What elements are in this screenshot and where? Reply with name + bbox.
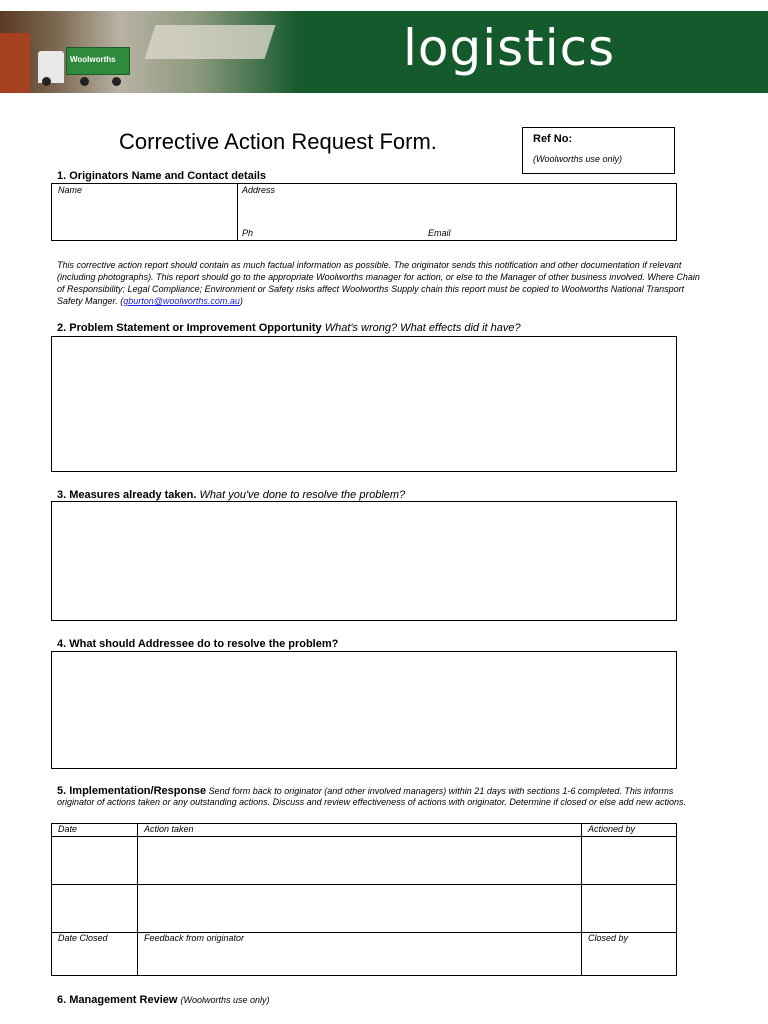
actioned-by-cell[interactable] xyxy=(582,885,677,933)
instructions-paragraph xyxy=(57,259,707,307)
logistics-photo xyxy=(0,11,300,93)
address-field-label[interactable]: Address xyxy=(242,185,276,195)
section4-heading: 4. What should Addressee do to resolve the problem? xyxy=(57,638,339,650)
action-taken-cell[interactable] xyxy=(138,837,582,885)
feedback-cell[interactable]: Feedback from originator xyxy=(138,933,582,976)
addressee-resolution-box[interactable] xyxy=(51,651,677,769)
section5-text: Send form back to originator (and other involved managers) within 21 days with sections 1-6 completed. This informs originator of actions taken or any outstanding actions. Discuss and review effectiveness of actions with originator. Determine if closed or else add new actions. xyxy=(57,786,686,807)
section6-heading xyxy=(57,994,270,1007)
truck-brand-text: Woolworths xyxy=(70,55,116,64)
section1-heading: 1. Originators Name and Contact details xyxy=(57,170,267,182)
closed-by-cell[interactable]: Closed by xyxy=(582,933,677,976)
section2-title: 2. Problem Statement or Improvement Opportunity xyxy=(57,322,322,334)
banner-title: logistics xyxy=(403,19,616,77)
section6-hint: (Woolworths use only) xyxy=(180,995,270,1005)
header-banner xyxy=(0,11,768,93)
wheel-icon xyxy=(80,77,89,86)
date-cell[interactable] xyxy=(52,885,138,933)
date-closed-cell[interactable]: Date Closed xyxy=(52,933,138,976)
ref-no-box[interactable] xyxy=(522,127,675,174)
section3-hint: What you've done to resolve the problem? xyxy=(199,489,406,501)
problem-statement-box[interactable] xyxy=(51,336,677,472)
form-title: Corrective Action Request Form. xyxy=(119,129,437,154)
wheel-icon xyxy=(42,77,51,86)
closing-row xyxy=(52,933,677,976)
column-header: Action taken xyxy=(138,824,582,837)
implementation-table xyxy=(51,823,677,976)
column-header: Actioned by xyxy=(582,824,677,837)
safety-manager-email-link[interactable]: gburton@woolworths.com.au xyxy=(123,296,240,306)
table-header-row xyxy=(52,824,677,837)
section5-heading: 5. Implementation/Response xyxy=(57,785,207,797)
warehouse-graphic xyxy=(144,25,275,59)
table-row xyxy=(52,885,677,933)
ref-no-label: Ref No: xyxy=(533,133,573,145)
ref-no-note: (Woolworths use only) xyxy=(533,154,623,164)
measures-taken-box[interactable] xyxy=(51,501,677,621)
forklift-graphic xyxy=(0,33,30,93)
originator-details-box xyxy=(51,183,677,241)
instructions-text: This corrective action report should contain as much factual information as possible. The originator sends this notification and other documentation if relevant (including photographs). This report should go to the appropriate Woolworths manager for action, or else to the Manager of other business involved. Where Chain of Responsibility; Legal Compliance; Environment or Safety risks affect Woolworths Supply chain this report must be copied to Woolworths National Transport Safety Manger. ( xyxy=(57,260,700,306)
section2-heading xyxy=(57,322,521,335)
date-cell[interactable] xyxy=(52,837,138,885)
wheel-icon xyxy=(112,77,121,86)
table-row xyxy=(52,837,677,885)
section6-title: 6. Management Review xyxy=(57,994,178,1006)
email-field-label[interactable]: Email xyxy=(428,228,451,238)
phone-field-label[interactable]: Ph xyxy=(242,228,254,238)
actioned-by-cell[interactable] xyxy=(582,837,677,885)
section5-intro xyxy=(57,786,697,808)
section3-title: 3. Measures already taken. xyxy=(57,489,197,501)
action-taken-cell[interactable] xyxy=(138,885,582,933)
divider xyxy=(237,184,238,240)
instructions-end: ) xyxy=(239,296,243,306)
column-header: Date xyxy=(52,824,138,837)
section2-hint: What's wrong? What effects did it have? xyxy=(324,322,521,334)
name-field-label[interactable]: Name xyxy=(58,185,83,195)
